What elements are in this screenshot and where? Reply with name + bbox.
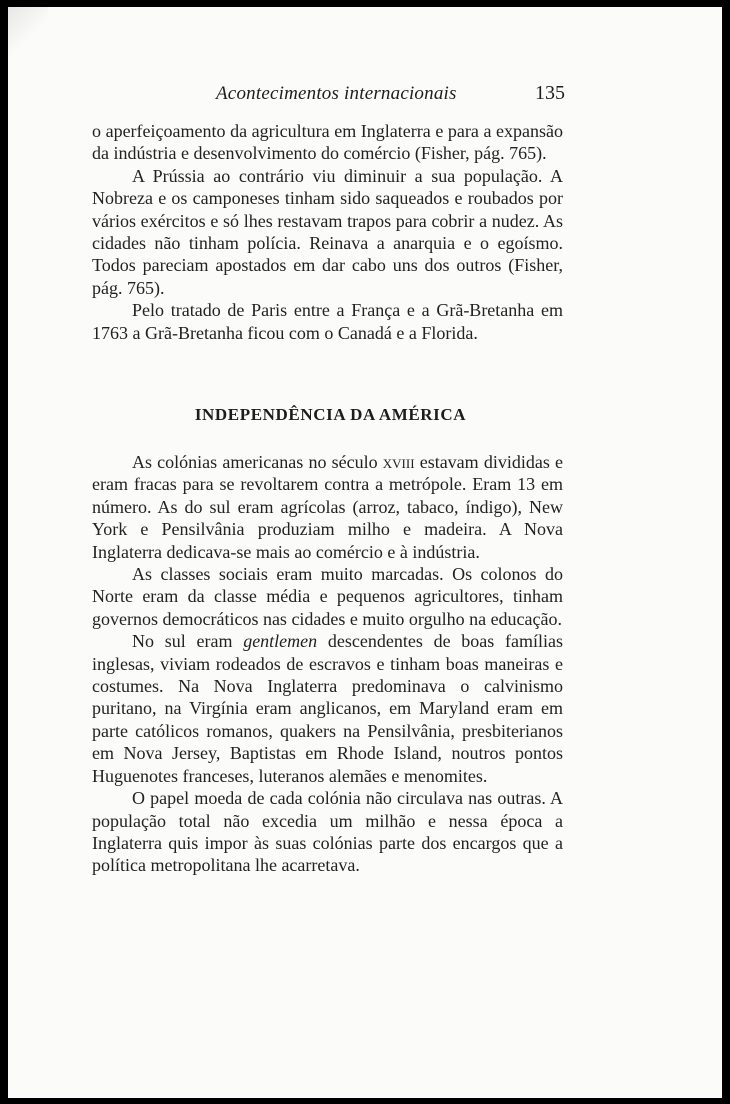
text-run: descendentes de boas famílias inglesas, viviam rodeados de escravos e tinham boas maneiras e costumes. Na Nova Inglaterra predominava o calvinismo puritano, na Virgínia eram anglicanos, em Maryland eram em parte católicos romanos, quakers na Pensilvânia, presbiterianos em Nova Jersey, Baptistas em Rhode Island, noutros pontos Huguenotes franceses, luteranos alemães e menomites. bbox=[92, 631, 564, 786]
book-page bbox=[8, 7, 722, 1098]
paragraph-colonies bbox=[92, 451, 563, 563]
italic-term: gentlemen bbox=[243, 631, 318, 652]
text-run: No sul eram bbox=[132, 631, 244, 652]
paragraph-social-classes: As classes sociais eram muito marcadas. Os colonos do Norte eram da classe média e pequenos agricultores, tinham governos democráticos nas cidades e muito orgulho na educação. bbox=[92, 564, 563, 629]
running-head bbox=[8, 79, 722, 109]
paragraph-continuation: o aperfeiçoamento da agricultura em Inglaterra e para a expansão da indústria e desenvolvimento do comércio (Fisher, pág. 765). bbox=[92, 121, 563, 164]
paragraph-paper-money: O papel moeda de cada colónia não circulava nas outras. A população total não excedia um milhão e nessa época a Inglaterra quis impor às suas colónias parte dos encargos que a política metropolitana lhe acarretava. bbox=[92, 788, 563, 876]
text-block-section bbox=[92, 451, 563, 877]
text-run: As colónias americanas no século bbox=[132, 452, 383, 472]
scan-shadow bbox=[8, 7, 48, 57]
paragraph-south bbox=[92, 630, 563, 787]
text-block-top bbox=[92, 120, 563, 344]
text-run: estavam divididas e eram fracas para se revoltarem contra a metrópole. Eram 13 em número. As do sul eram agrícolas (arroz, tabaco, índigo), New York e Pensilvânia produziam milho e madeira. A Nova Inglaterra dedicava-se mais ao comércio e à indústria. bbox=[92, 452, 563, 562]
section-heading: INDEPENDÊNCIA DA AMÉRICA bbox=[194, 405, 467, 424]
page-number: 135 bbox=[535, 82, 565, 104]
paragraph-treaty-of-paris: Pelo tratado de Paris entre a França e a Grã-Bretanha em 1763 a Grã-Bretanha ficou com o Canadá e a Florida. bbox=[92, 300, 563, 343]
century-numeral: xviii bbox=[382, 452, 415, 472]
running-head-title: Acontecimentos internacionais bbox=[216, 83, 457, 104]
paragraph-prussia: A Prússia ao contrário viu diminuir a sua população. A Nobreza e os camponeses tinham sido saqueados e roubados por vários exércitos e só lhes restavam trapos para cobrir a nudez. As cidades não tinham polícia. Reinava a anarquia e o egoísmo. Todos pareciam apostados em dar cabo uns dos outros (Fisher, pág. 765). bbox=[92, 165, 563, 298]
